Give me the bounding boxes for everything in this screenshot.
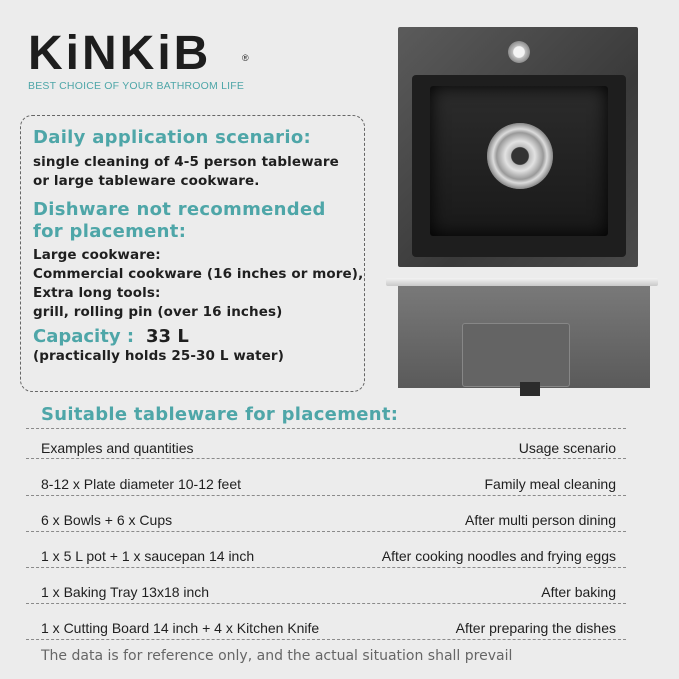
table-divider (26, 639, 626, 640)
drain-pipe (520, 382, 540, 396)
row-example: 6 x Bowls + 6 x Cups (41, 512, 173, 528)
not-recommended-title-line: for placement: (33, 221, 187, 242)
table-divider (26, 603, 626, 604)
brand-logo (28, 27, 258, 92)
table-row (26, 614, 626, 636)
brand-tagline: BEST CHOICE OF YOUR BATHROOM LIFE (28, 80, 245, 92)
row-example: 8-12 x Plate diameter 10-12 feet (41, 476, 242, 492)
daily-line: single cleaning of 4-5 person tableware (33, 154, 339, 170)
not-recommended-line: grill, rolling pin (over 16 inches) (33, 304, 283, 320)
capacity-value: 33 L (146, 326, 189, 347)
capacity-label: Capacity : (33, 326, 135, 347)
daily-line: or large tableware cookware. (33, 173, 260, 189)
row-scenario: After preparing the dishes (455, 620, 616, 636)
not-recommended-title-line: Dishware not recommended (33, 199, 326, 220)
row-example: 1 x Baking Tray 13x18 inch (41, 584, 210, 600)
logo-text: KiNKiB (28, 27, 212, 80)
not-recommended-text (33, 246, 364, 322)
table-row (26, 470, 626, 492)
drain-icon (487, 123, 553, 189)
table-header-row (26, 434, 626, 456)
row-example: 1 x Cutting Board 14 inch + 4 x Kitchen Knife (41, 620, 320, 636)
table-divider (26, 458, 626, 459)
row-scenario: After cooking noodles and frying eggs (381, 548, 616, 564)
sink-label-plate (462, 323, 570, 387)
capacity-note: (practically holds 25-30 L water) (33, 348, 284, 364)
footnote: The data is for reference only, and the actual situation shall prevail (41, 648, 513, 664)
table-divider (26, 531, 626, 532)
faucet-hole-icon (508, 41, 530, 63)
not-recommended-title (33, 199, 364, 243)
row-scenario: After multi person dining (465, 512, 616, 528)
not-recommended-line: Commercial cookware (16 inches or more), (33, 266, 364, 282)
daily-scenario-text (33, 153, 364, 191)
row-scenario: Family meal cleaning (484, 476, 616, 492)
table-row (26, 578, 626, 600)
capacity-row (33, 326, 364, 347)
sink-flange (386, 278, 658, 286)
header-right: Usage scenario (518, 440, 616, 456)
table-title: Suitable tableware for placement: (41, 404, 399, 425)
table-divider (26, 495, 626, 496)
daily-scenario-title: Daily application scenario: (33, 127, 311, 148)
table-divider (26, 428, 626, 429)
table-row (26, 542, 626, 564)
not-recommended-line: Extra long tools: (33, 285, 161, 301)
header-left: Examples and quantities (41, 440, 194, 456)
row-example: 1 x 5 L pot + 1 x saucepan 14 inch (41, 548, 255, 564)
registered-mark: ® (242, 53, 252, 63)
info-box (20, 115, 365, 392)
not-recommended-line: Large cookware: (33, 247, 161, 263)
table-divider (26, 567, 626, 568)
table-row (26, 506, 626, 528)
row-scenario: After baking (541, 584, 616, 600)
